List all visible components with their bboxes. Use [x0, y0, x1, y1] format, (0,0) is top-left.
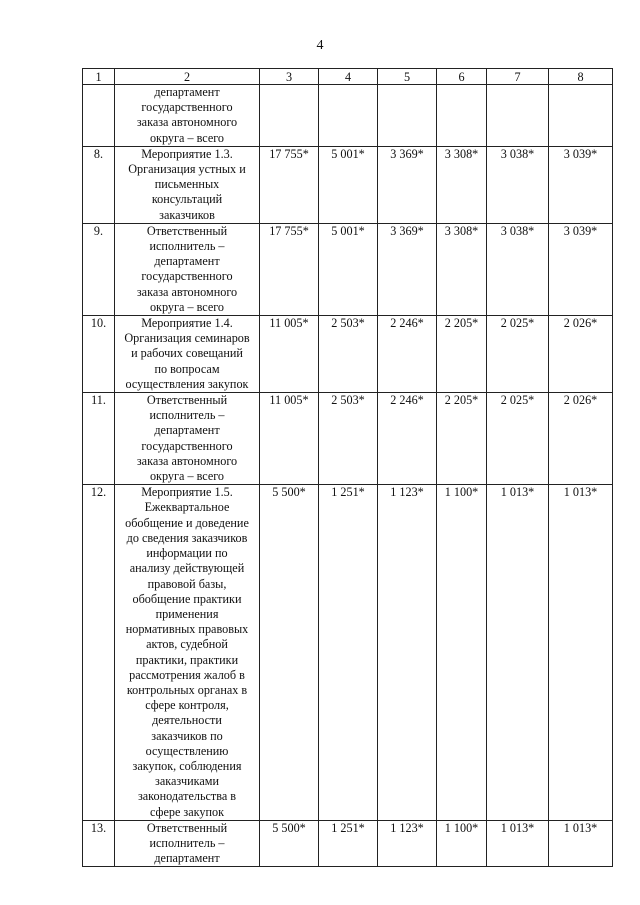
value-cell-col-4: 2 503*	[319, 393, 378, 485]
value-cell-col-7: 3 038*	[487, 146, 549, 223]
description-line: сфере контроля,	[145, 698, 229, 713]
description-line: Ответственный	[146, 820, 228, 835]
description-line: Мероприятие 1.3.	[141, 146, 233, 161]
value-cell-col-6: 2 205*	[437, 316, 487, 393]
description-line: анализу действующей	[129, 561, 245, 576]
budget-table	[82, 68, 613, 867]
value-cell-col-6: 3 308*	[437, 223, 487, 315]
value-cell-col-3	[260, 85, 319, 147]
value-cell-col-5	[378, 85, 437, 147]
value-cell-col-7	[487, 85, 549, 147]
value-cell-col-8: 3 039*	[549, 223, 613, 315]
description-line: Мероприятие 1.4.	[141, 316, 233, 331]
table-row	[83, 316, 613, 393]
description-line: применения	[155, 606, 219, 621]
description-line: осуществлению	[145, 743, 229, 758]
description-line: заказчиками	[155, 774, 219, 789]
row-number: 9.	[83, 223, 115, 315]
description-line: округа – всего	[149, 469, 225, 484]
description-line: заказа автономного	[136, 284, 238, 299]
description-line: заказчиков по	[151, 728, 223, 743]
value-cell-col-4	[319, 85, 378, 147]
value-cell-col-4: 5 001*	[319, 146, 378, 223]
value-cell-col-6: 3 308*	[437, 146, 487, 223]
value-cell-col-8: 1 013*	[549, 485, 613, 820]
description-line: деятельности	[152, 713, 222, 728]
description-line: обобщение и доведение	[125, 515, 249, 530]
description-line: консультаций	[151, 192, 223, 207]
value-cell-col-3: 17 755*	[260, 146, 319, 223]
column-header-8: 8	[549, 69, 613, 85]
value-cell-col-5: 2 246*	[378, 393, 437, 485]
row-number: 12.	[83, 485, 115, 820]
table-row	[83, 223, 613, 315]
description-line: департамент	[154, 423, 220, 438]
row-description	[115, 485, 260, 820]
description-line: Ответственный	[146, 393, 228, 408]
value-cell-col-3: 17 755*	[260, 223, 319, 315]
value-cell-col-5: 1 123*	[378, 485, 437, 820]
table-row	[83, 85, 613, 147]
row-number: 10.	[83, 316, 115, 393]
value-cell-col-8: 2 026*	[549, 316, 613, 393]
description-line: закупок, соблюдения	[132, 758, 242, 773]
value-cell-col-8	[549, 85, 613, 147]
row-description	[115, 223, 260, 315]
value-cell-col-8: 1 013*	[549, 820, 613, 867]
value-cell-col-7: 2 025*	[487, 316, 549, 393]
row-description	[115, 85, 260, 147]
value-cell-col-8: 2 026*	[549, 393, 613, 485]
description-line: заказа автономного	[136, 453, 238, 468]
table-body	[83, 85, 613, 867]
description-line: письменных	[154, 177, 220, 192]
description-line: нормативных правовых	[125, 622, 249, 637]
table-row	[83, 485, 613, 820]
value-cell-col-4: 2 503*	[319, 316, 378, 393]
value-cell-col-3: 11 005*	[260, 316, 319, 393]
value-cell-col-3: 5 500*	[260, 820, 319, 867]
description-line: до сведения заказчиков	[126, 530, 248, 545]
description-line: по вопросам	[154, 361, 220, 376]
description-line: контрольных органах в	[126, 682, 248, 697]
value-cell-col-4: 5 001*	[319, 223, 378, 315]
description-line: заказчиков	[159, 207, 215, 222]
row-number: 8.	[83, 146, 115, 223]
value-cell-col-7: 1 013*	[487, 820, 549, 867]
description-line: и рабочих совещаний	[131, 346, 243, 361]
description-line: округа – всего	[149, 130, 225, 145]
description-line: законодательства в	[137, 789, 237, 804]
description-line: исполнитель –	[149, 835, 225, 850]
description-line: государственного	[141, 100, 233, 115]
value-cell-col-6: 1 100*	[437, 485, 487, 820]
column-header-2: 2	[115, 69, 260, 85]
description-line: департамент	[154, 254, 220, 269]
description-line: исполнитель –	[149, 408, 225, 423]
value-cell-col-8: 3 039*	[549, 146, 613, 223]
header-row	[83, 69, 613, 85]
column-header-5: 5	[378, 69, 437, 85]
row-number: 13.	[83, 820, 115, 867]
description-line: практики, практики	[135, 652, 239, 667]
value-cell-col-6: 1 100*	[437, 820, 487, 867]
value-cell-col-3: 11 005*	[260, 393, 319, 485]
description-line: правовой базы,	[147, 576, 227, 591]
value-cell-col-5: 3 369*	[378, 146, 437, 223]
table-row	[83, 146, 613, 223]
description-line: обобщение практики	[132, 591, 242, 606]
description-line: сфере закупок	[149, 804, 225, 819]
row-description	[115, 393, 260, 485]
description-line: государственного	[141, 438, 233, 453]
description-line: заказа автономного	[136, 115, 238, 130]
description-line: государственного	[141, 269, 233, 284]
description-line: актов, судебной	[146, 637, 228, 652]
description-line: Организация устных и	[128, 162, 246, 177]
row-description	[115, 316, 260, 393]
table-row	[83, 820, 613, 867]
row-description	[115, 820, 260, 867]
value-cell-col-4: 1 251*	[319, 485, 378, 820]
description-line: Ежеквартальное	[144, 500, 230, 515]
description-line: Ответственный	[146, 223, 228, 238]
value-cell-col-5: 1 123*	[378, 820, 437, 867]
description-line: округа – всего	[149, 299, 225, 314]
value-cell-col-5: 3 369*	[378, 223, 437, 315]
value-cell-col-7: 3 038*	[487, 223, 549, 315]
column-header-7: 7	[487, 69, 549, 85]
description-line: Организация семинаров	[124, 331, 250, 346]
row-number: 11.	[83, 393, 115, 485]
column-header-1: 1	[83, 69, 115, 85]
column-header-3: 3	[260, 69, 319, 85]
value-cell-col-3: 5 500*	[260, 485, 319, 820]
description-line: осуществления закупок	[125, 376, 249, 391]
row-description	[115, 146, 260, 223]
description-line: Мероприятие 1.5.	[141, 485, 233, 500]
value-cell-col-6: 2 205*	[437, 393, 487, 485]
column-header-6: 6	[437, 69, 487, 85]
description-line: исполнитель –	[149, 239, 225, 254]
value-cell-col-7: 2 025*	[487, 393, 549, 485]
value-cell-col-5: 2 246*	[378, 316, 437, 393]
table-row	[83, 393, 613, 485]
value-cell-col-4: 1 251*	[319, 820, 378, 867]
description-line: департамент	[154, 85, 220, 99]
page-number: 4	[316, 38, 324, 53]
description-line: рассмотрения жалоб в	[129, 667, 245, 682]
description-line: информации по	[146, 546, 228, 561]
description-line: департамент	[154, 851, 220, 866]
row-number	[83, 85, 115, 147]
value-cell-col-6	[437, 85, 487, 147]
column-header-4: 4	[319, 69, 378, 85]
value-cell-col-7: 1 013*	[487, 485, 549, 820]
